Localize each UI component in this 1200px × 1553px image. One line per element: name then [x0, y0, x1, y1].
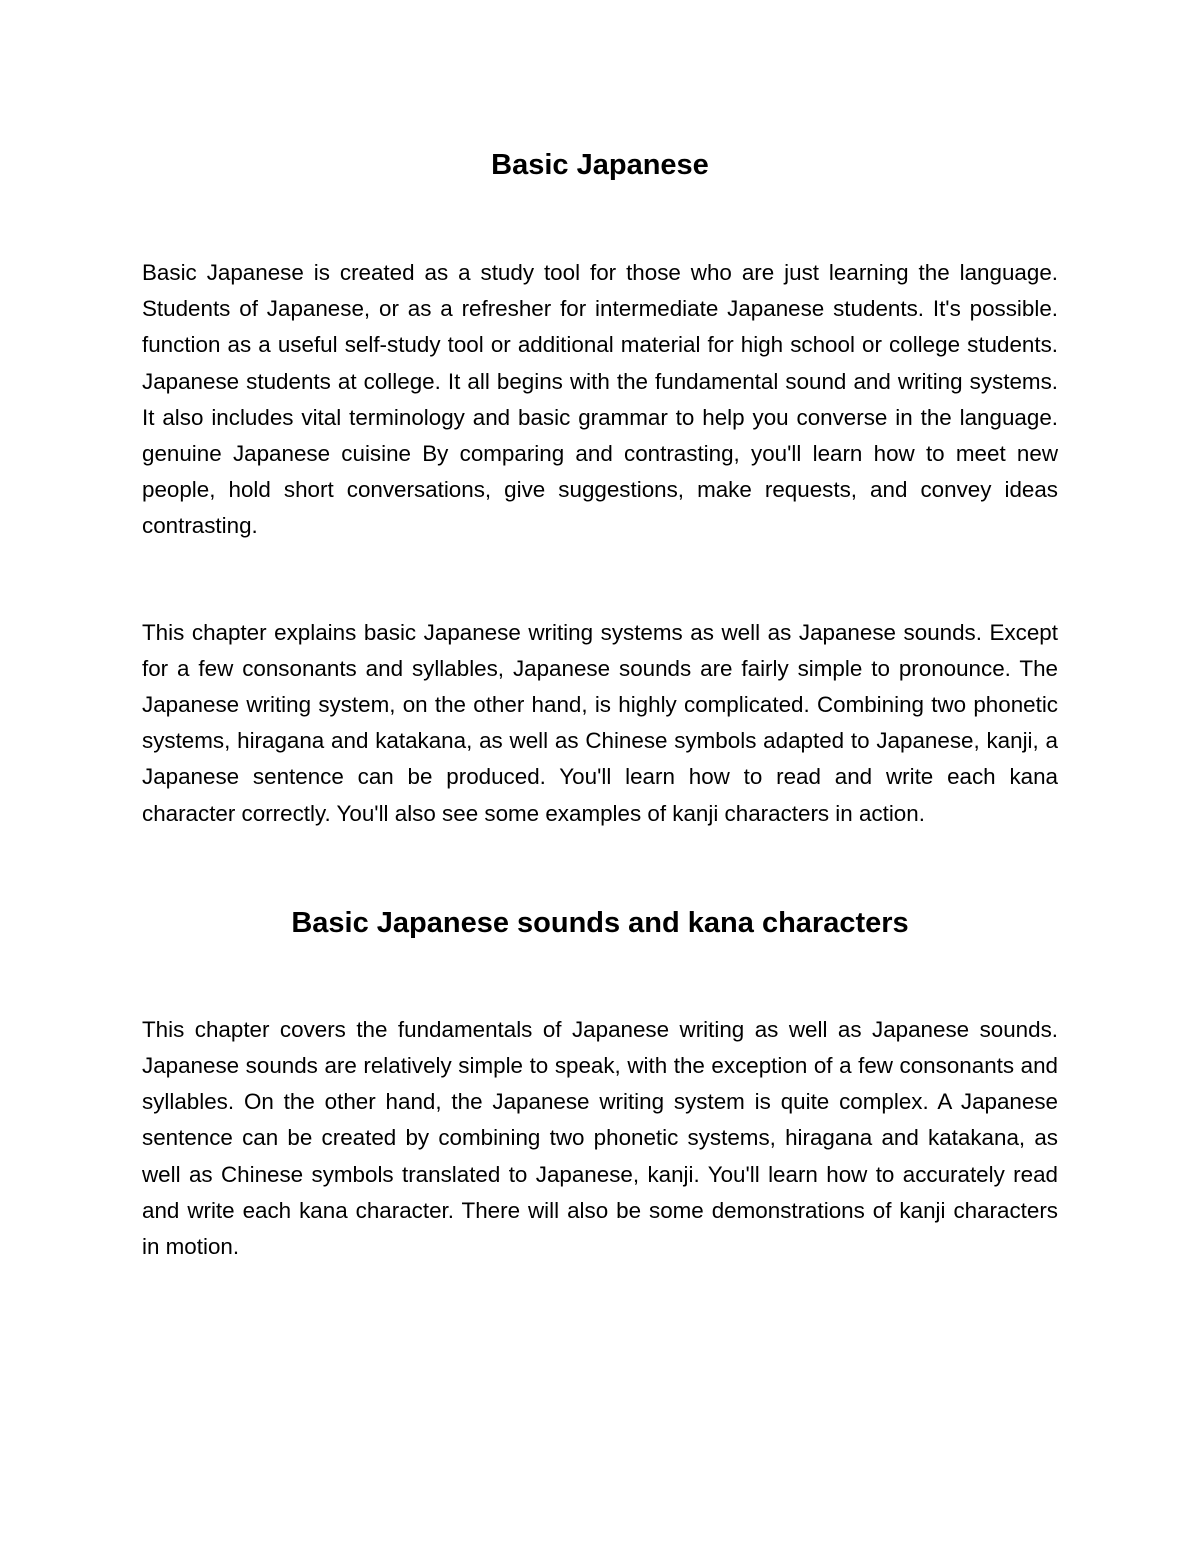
document-body: [142, 146, 1058, 1265]
spacer: [142, 832, 1058, 904]
document-title: Basic Japanese: [491, 149, 709, 181]
spacer: [142, 545, 1058, 615]
spacer: [142, 184, 1058, 255]
section-heading: Basic Japanese sounds and kana characters: [291, 906, 909, 939]
chapter-overview-paragraph: This chapter explains basic Japanese writing systems as well as Japanese sounds. Except for a few consonants and syllables, Japanese sounds are fairly simple to pronounce. The Japanese writing system, on the other hand, is highly complicated. Combining two phonetic systems, hiragana and katakana, as well as Chinese symbols adapted to Japanese, kanji, a Japanese sentence can be produced. You'll learn how to read and write each kana character correctly. You'll also see some examples of kanji characters in action.: [142, 619, 1058, 826]
intro-paragraph: Basic Japanese is created as a study tool for those who are just learning the language. Students of Japanese, or as a refresher for intermediate Japanese students. It's possible. function as a useful self-study tool or additional material for high school or college students. Japanese students at college. It all begins with the fundamental sound and writing systems. It also includes vital terminology and basic grammar to help you converse in the language. genuine Japanese cuisine By comparing and contrasting, you'll learn how to meet new people, hold short conversations, give suggestions, make requests, and convey ideas contrasting.: [142, 260, 1058, 539]
spacer: [142, 942, 1058, 1012]
section-paragraph: This chapter covers the fundamentals of Japanese writing as well as Japanese sounds. Japanese sounds are relatively simple to speak, with the exception of a few consonants and syllables. On the other hand, the Japanese writing system is quite complex. A Japanese sentence can be created by combining two phonetic systems, hiragana and katakana, as well as Chinese symbols translated to Japanese, kanji. You'll learn how to accurately read and write each kana character. There will also be some demonstrations of kanji characters in motion.: [142, 1016, 1058, 1260]
